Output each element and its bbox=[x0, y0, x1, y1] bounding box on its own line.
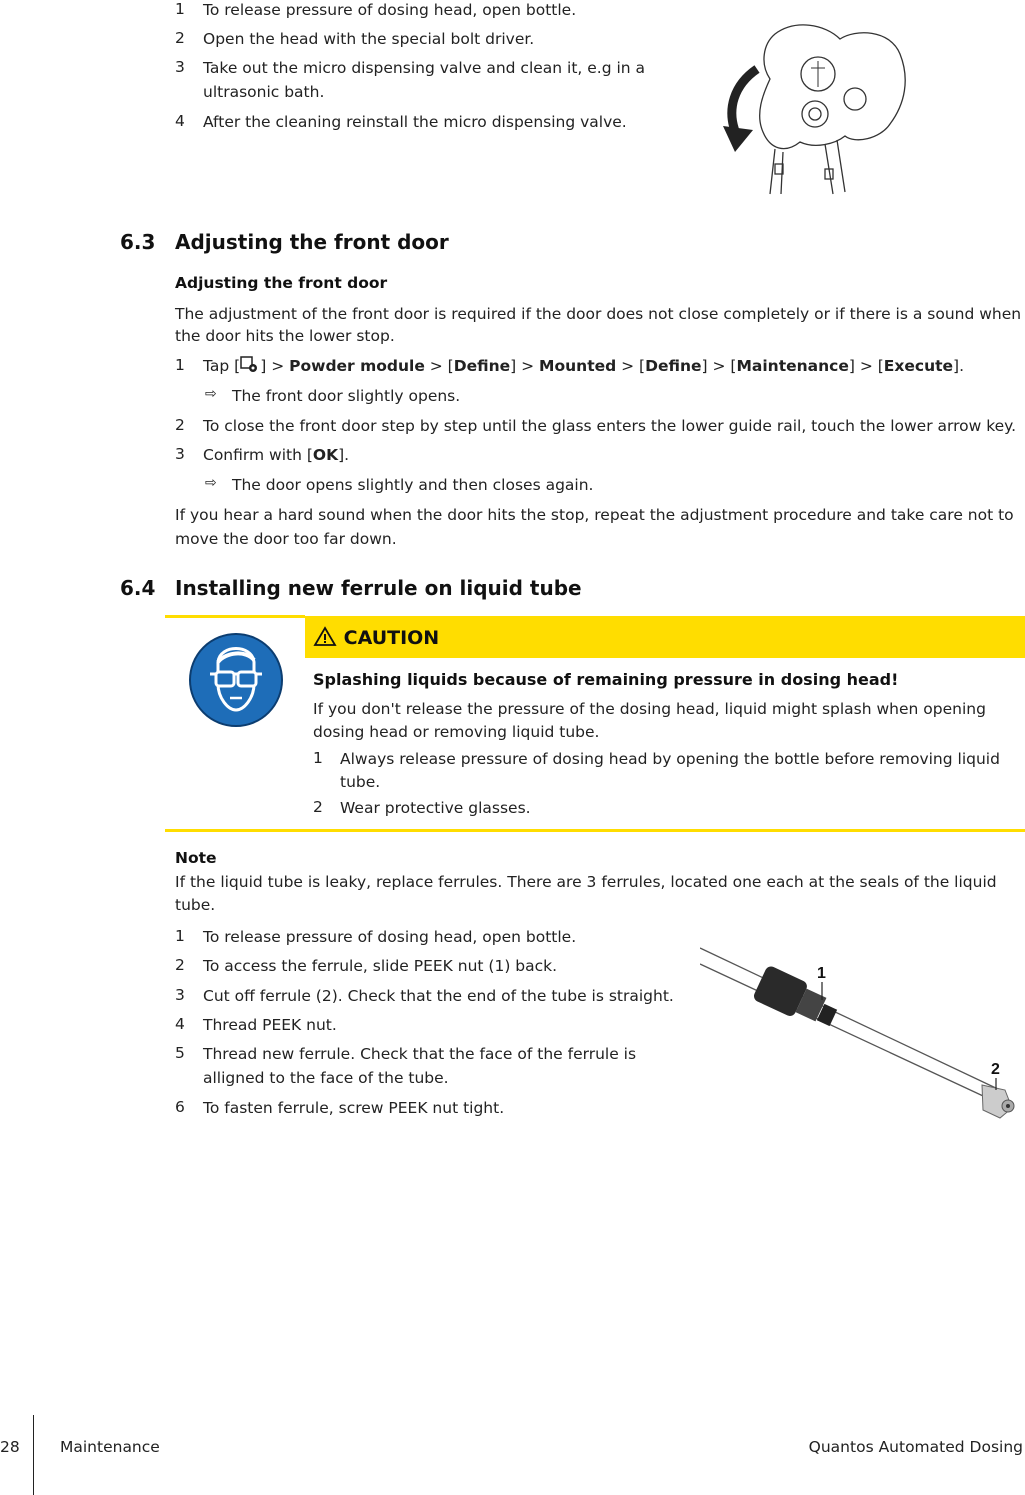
section-title: Adjusting the front door bbox=[175, 230, 449, 254]
step-number: 5 bbox=[175, 1044, 185, 1062]
caution-body-line: If you don't release the pressure of the dosing head, liquid might splash when opening bbox=[313, 700, 986, 718]
step-text: Cut off ferrule (2). Check that the end of the tube is straight. bbox=[203, 987, 674, 1005]
section-heading bbox=[120, 230, 620, 256]
caution-item-text: Wear protective glasses. bbox=[340, 799, 531, 817]
section-number: 6.3 bbox=[120, 230, 156, 254]
step-text: ] > [ bbox=[701, 357, 737, 375]
step-text: ] > [ bbox=[848, 357, 884, 375]
step-3-text bbox=[203, 445, 349, 465]
menu-mounted: Mounted bbox=[539, 357, 617, 375]
caution-heading: Splashing liquids because of remaining pressure in dosing head! bbox=[313, 670, 899, 689]
callout-2: 2 bbox=[991, 1061, 1000, 1078]
step-text: To close the front door step by step until the glass enters the lower guide rail, touch the lower arrow key. bbox=[203, 417, 1017, 435]
step-text: To release pressure of dosing head, open bottle. bbox=[203, 1, 577, 19]
footer-divider bbox=[33, 1415, 34, 1495]
page-number: 28 bbox=[0, 1438, 20, 1456]
menu-powder-module: Powder module bbox=[289, 357, 425, 375]
protective-glasses-icon bbox=[188, 632, 284, 728]
note-label: Note bbox=[175, 849, 217, 867]
dosing-head-illustration bbox=[715, 14, 915, 196]
ok-key-label: OK bbox=[312, 446, 339, 464]
menu-execute: Execute bbox=[883, 357, 954, 375]
step-number: 1 bbox=[175, 0, 185, 18]
step-text: alligned to the face of the tube. bbox=[203, 1069, 449, 1087]
step-text: Thread PEEK nut. bbox=[203, 1016, 337, 1034]
step-text: To fasten ferrule, screw PEEK nut tight. bbox=[203, 1099, 505, 1117]
menu-define: Define bbox=[645, 357, 702, 375]
step-text: Tap [ bbox=[203, 357, 241, 375]
step-text: > [ bbox=[424, 357, 454, 375]
step-text: ] > bbox=[260, 357, 290, 375]
step-number: 2 bbox=[175, 29, 185, 47]
step-number: 1 bbox=[175, 927, 185, 945]
step-text: ]. bbox=[953, 357, 965, 375]
step-number: 3 bbox=[175, 445, 185, 463]
step-number: 4 bbox=[175, 112, 185, 130]
footer-section: Maintenance bbox=[60, 1438, 160, 1456]
step-text: Take out the micro dispensing valve and clean it, e.g in a bbox=[203, 59, 646, 77]
paragraph-line: The adjustment of the front door is required if the door does not close completely or if there is a sound when bbox=[175, 305, 1022, 323]
note-text: tube. bbox=[175, 896, 216, 914]
step-text: To access the ferrule, slide PEEK nut (1) back. bbox=[203, 957, 558, 975]
step-number: 3 bbox=[175, 986, 185, 1004]
step-text: ] > bbox=[510, 357, 540, 375]
callout-1: 1 bbox=[817, 965, 826, 982]
step-text: ultrasonic bath. bbox=[203, 83, 325, 101]
step-text: Open the head with the special bolt driver. bbox=[203, 30, 535, 48]
caution-top-rule bbox=[165, 615, 305, 618]
step-number: 1 bbox=[313, 749, 323, 767]
settings-icon bbox=[240, 356, 260, 374]
step-text: Thread new ferrule. Check that the face of the ferrule is bbox=[203, 1045, 637, 1063]
liquid-tube-illustration bbox=[700, 940, 1025, 1130]
step-number: 1 bbox=[175, 356, 185, 374]
step-text: Confirm with [ bbox=[203, 446, 313, 464]
section-title: Installing new ferrule on liquid tube bbox=[175, 576, 582, 600]
warning-triangle-icon bbox=[313, 626, 337, 646]
section-number: 6.4 bbox=[120, 576, 156, 600]
step-number: 6 bbox=[175, 1098, 185, 1116]
step-text: After the cleaning reinstall the micro dispensing valve. bbox=[203, 113, 627, 131]
result-arrow-icon: ⇨ bbox=[205, 386, 217, 402]
step-text: ]. bbox=[338, 446, 350, 464]
caution-item-text: Always release pressure of dosing head by opening the bottle before removing liquid bbox=[340, 750, 1000, 768]
caution-label: CAUTION bbox=[313, 626, 439, 649]
step-number: 2 bbox=[175, 956, 185, 974]
step-1-text bbox=[203, 356, 964, 376]
paragraph-line: move the door too far down. bbox=[175, 530, 397, 548]
caution-item-text: tube. bbox=[340, 773, 381, 791]
step-text: To release pressure of dosing head, open bottle. bbox=[203, 928, 577, 946]
step-text: > [ bbox=[616, 357, 646, 375]
menu-maintenance: Maintenance bbox=[736, 357, 849, 375]
step-number: 2 bbox=[313, 798, 323, 816]
step-number: 2 bbox=[175, 416, 185, 434]
menu-define: Define bbox=[453, 357, 511, 375]
rotation-arrow-icon bbox=[732, 69, 757, 136]
paragraph-line: the door hits the lower stop. bbox=[175, 327, 395, 345]
step-number: 4 bbox=[175, 1015, 185, 1033]
section-heading bbox=[120, 576, 720, 602]
result-arrow-icon: ⇨ bbox=[205, 475, 217, 491]
note-text: If the liquid tube is leaky, replace ferrules. There are 3 ferrules, located one each at the seals of the liquid bbox=[175, 873, 997, 891]
footer-product: Quantos Automated Dosing bbox=[808, 1438, 1023, 1456]
paragraph-line: If you hear a hard sound when the door hits the stop, repeat the adjustment procedure and take care not to bbox=[175, 506, 1014, 524]
result-text: The front door slightly opens. bbox=[232, 387, 461, 405]
result-text: The door opens slightly and then closes again. bbox=[232, 476, 594, 494]
caution-bottom-rule bbox=[165, 829, 1025, 832]
caution-body-line: dosing head or removing liquid tube. bbox=[313, 723, 600, 741]
subsection-title: Adjusting the front door bbox=[175, 274, 388, 292]
step-number: 3 bbox=[175, 58, 185, 76]
